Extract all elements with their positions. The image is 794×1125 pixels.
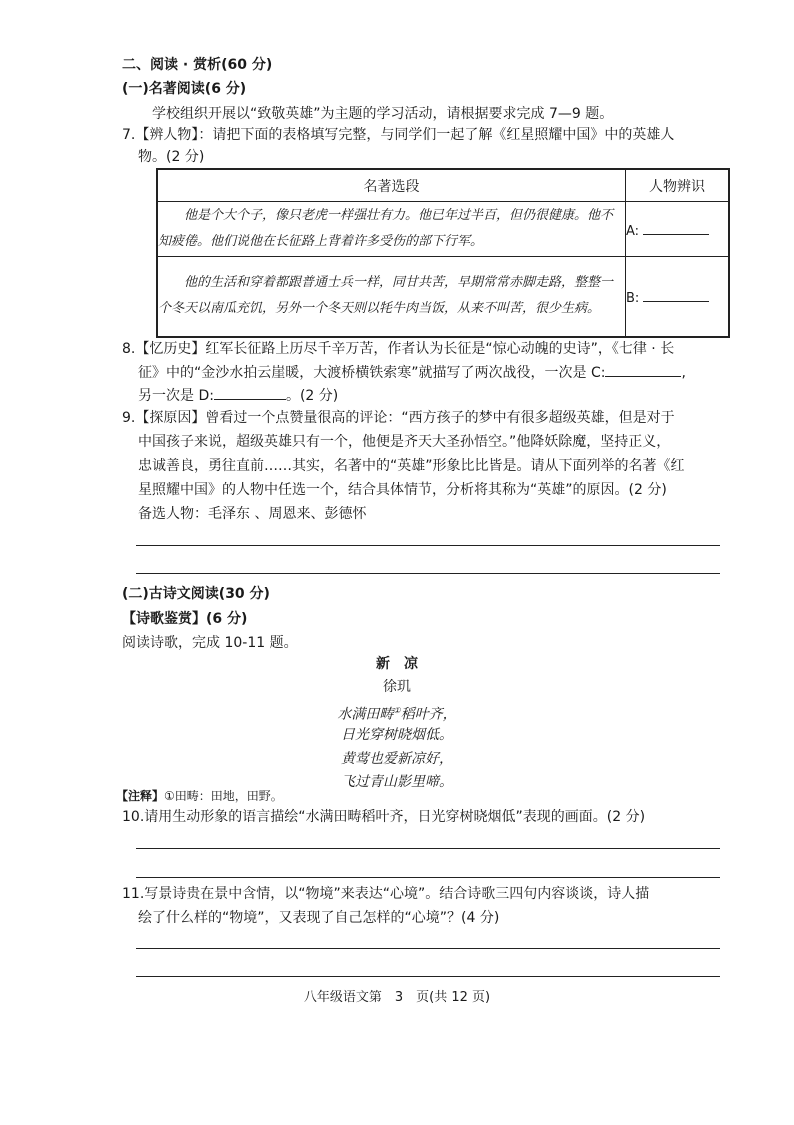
poem-line-2: 日光穿树晓烟低。 xyxy=(341,727,453,743)
part2-subtitle: 【诗歌鉴赏】(6 分) xyxy=(122,611,248,627)
q9-line5: 备选人物：毛泽东 、周恩来、彭德怀 xyxy=(138,506,367,522)
q8-line2-comma: , xyxy=(681,365,686,381)
q11-answer-line-1[interactable] xyxy=(136,948,720,949)
q9-line4: 星照耀中国》的人物中任选一个，结合具体情节，分析将其称为“英雄”的原因。(2 分) xyxy=(138,482,667,498)
table-row xyxy=(157,202,729,257)
q7-line2: 物。(2 分) xyxy=(138,149,205,165)
q8-line2 xyxy=(138,362,686,383)
poem-author: 徐玑 xyxy=(383,679,411,695)
q8-line3 xyxy=(138,385,338,406)
page-footer: 八年级语文第 3 页(共 12 页) xyxy=(303,990,491,1005)
part1-title: (一)名著阅读(6 分) xyxy=(122,81,247,97)
table-header-person: 人物辨识 xyxy=(626,169,730,202)
footnote-mark: ① xyxy=(393,706,401,715)
poem-line-1-pre: 水满田畴 xyxy=(337,706,394,723)
q10-answer-line-1[interactable] xyxy=(136,848,720,849)
poem-line-1-post: 稻叶齐， xyxy=(400,706,457,723)
answer-b-cell xyxy=(626,257,730,337)
q8-line3-score: 。(2 分) xyxy=(285,388,339,404)
part2-title: (二)古诗文阅读(30 分) xyxy=(122,586,270,602)
q7-line1: 7.【辨人物】：请把下面的表格填写完整，与同学们一起了解《红星照耀中国》中的英雄人 xyxy=(122,127,675,143)
table-row xyxy=(157,257,729,337)
q11-answer-line-2[interactable] xyxy=(136,976,720,977)
q8-line3-text: 另一次是 D: xyxy=(138,388,214,404)
q9-line3: 忠诚善良，勇往直前……其实，名著中的“英雄”形象比比皆是。请从下面列举的名著《红 xyxy=(138,458,685,474)
note-label: 【注释】 xyxy=(116,789,165,803)
answer-b-blank[interactable] xyxy=(643,287,709,302)
poem-note xyxy=(116,787,283,804)
q9-line2: 中国孩子来说，超级英雄只有一个，他便是齐天大圣孙悟空。”他降妖除魔，坚持正义， xyxy=(138,434,671,450)
q11-line1: 11.写景诗贵在景中含情，以“物境”来表达“心境”。结合诗歌三四句内容谈谈，诗人描 xyxy=(122,886,650,902)
q10-answer-line-2[interactable] xyxy=(136,877,720,878)
q10-line1: 10.请用生动形象的语言描绘“水满田畴稻叶齐，日光穿树晓烟低”表现的画面。(2 分) xyxy=(122,809,646,825)
answer-a-blank[interactable] xyxy=(643,220,709,235)
q11-line2: 绘了什么样的“物境”，又表现了自己怎样的“心境”？(4 分) xyxy=(138,910,500,926)
poem-line-4: 飞过青山影里啼。 xyxy=(341,774,453,790)
answer-a-label: A: xyxy=(626,223,640,239)
answer-c-blank[interactable] xyxy=(605,362,681,377)
q9-line1: 9.【探原因】曾看过一个点赞量很高的评论：“西方孩子的梦中有很多超级英雄，但是对于 xyxy=(122,410,675,426)
excerpt-b: 他的生活和穿着都跟普通士兵一样，同甘共苦，早期常常赤脚走路，整整一个冬天以南瓜充饥，另外一个冬天则以牦牛肉当饭，从来不叫苦，很少生病。 xyxy=(157,257,626,337)
answer-b-label: B: xyxy=(626,290,640,306)
note-text: ①田畴：田地，田野。 xyxy=(164,789,283,803)
part2-intro: 阅读诗歌，完成 10-11 题。 xyxy=(122,635,298,651)
section-title: 二、阅读 · 赏析(60 分) xyxy=(122,57,273,73)
table-header-excerpt: 名著选段 xyxy=(157,169,626,202)
table-header-row xyxy=(157,169,729,202)
part1-intro: 学校组织开展以“致敬英雄”为主题的学习活动，请根据要求完成 7—9 题。 xyxy=(152,106,614,122)
answer-a-cell xyxy=(626,202,730,257)
q8-line1: 8.【忆历史】红军长征路上历尽千辛万苦，作者认为长征是“惊心动魄的史诗”，《七律 · 长 xyxy=(122,341,675,357)
poem-title: 新 凉 xyxy=(376,656,418,672)
answer-d-blank[interactable] xyxy=(214,385,286,400)
q9-answer-line-1[interactable] xyxy=(136,545,720,546)
poem-line-3: 黄莺也爱新凉好， xyxy=(341,751,453,767)
excerpt-a: 他是个大个子，像只老虎一样强壮有力。他已年过半百，但仍很健康。他不知疲倦。他们说他在长征路上背着许多受伤的部下行军。 xyxy=(157,202,626,257)
character-table xyxy=(156,168,730,338)
q8-line2-text: 征》中的“金沙水拍云崖暖，大渡桥横铁索寒”就描写了两次战役，一次是 C: xyxy=(138,365,606,381)
q9-answer-line-2[interactable] xyxy=(136,573,720,574)
